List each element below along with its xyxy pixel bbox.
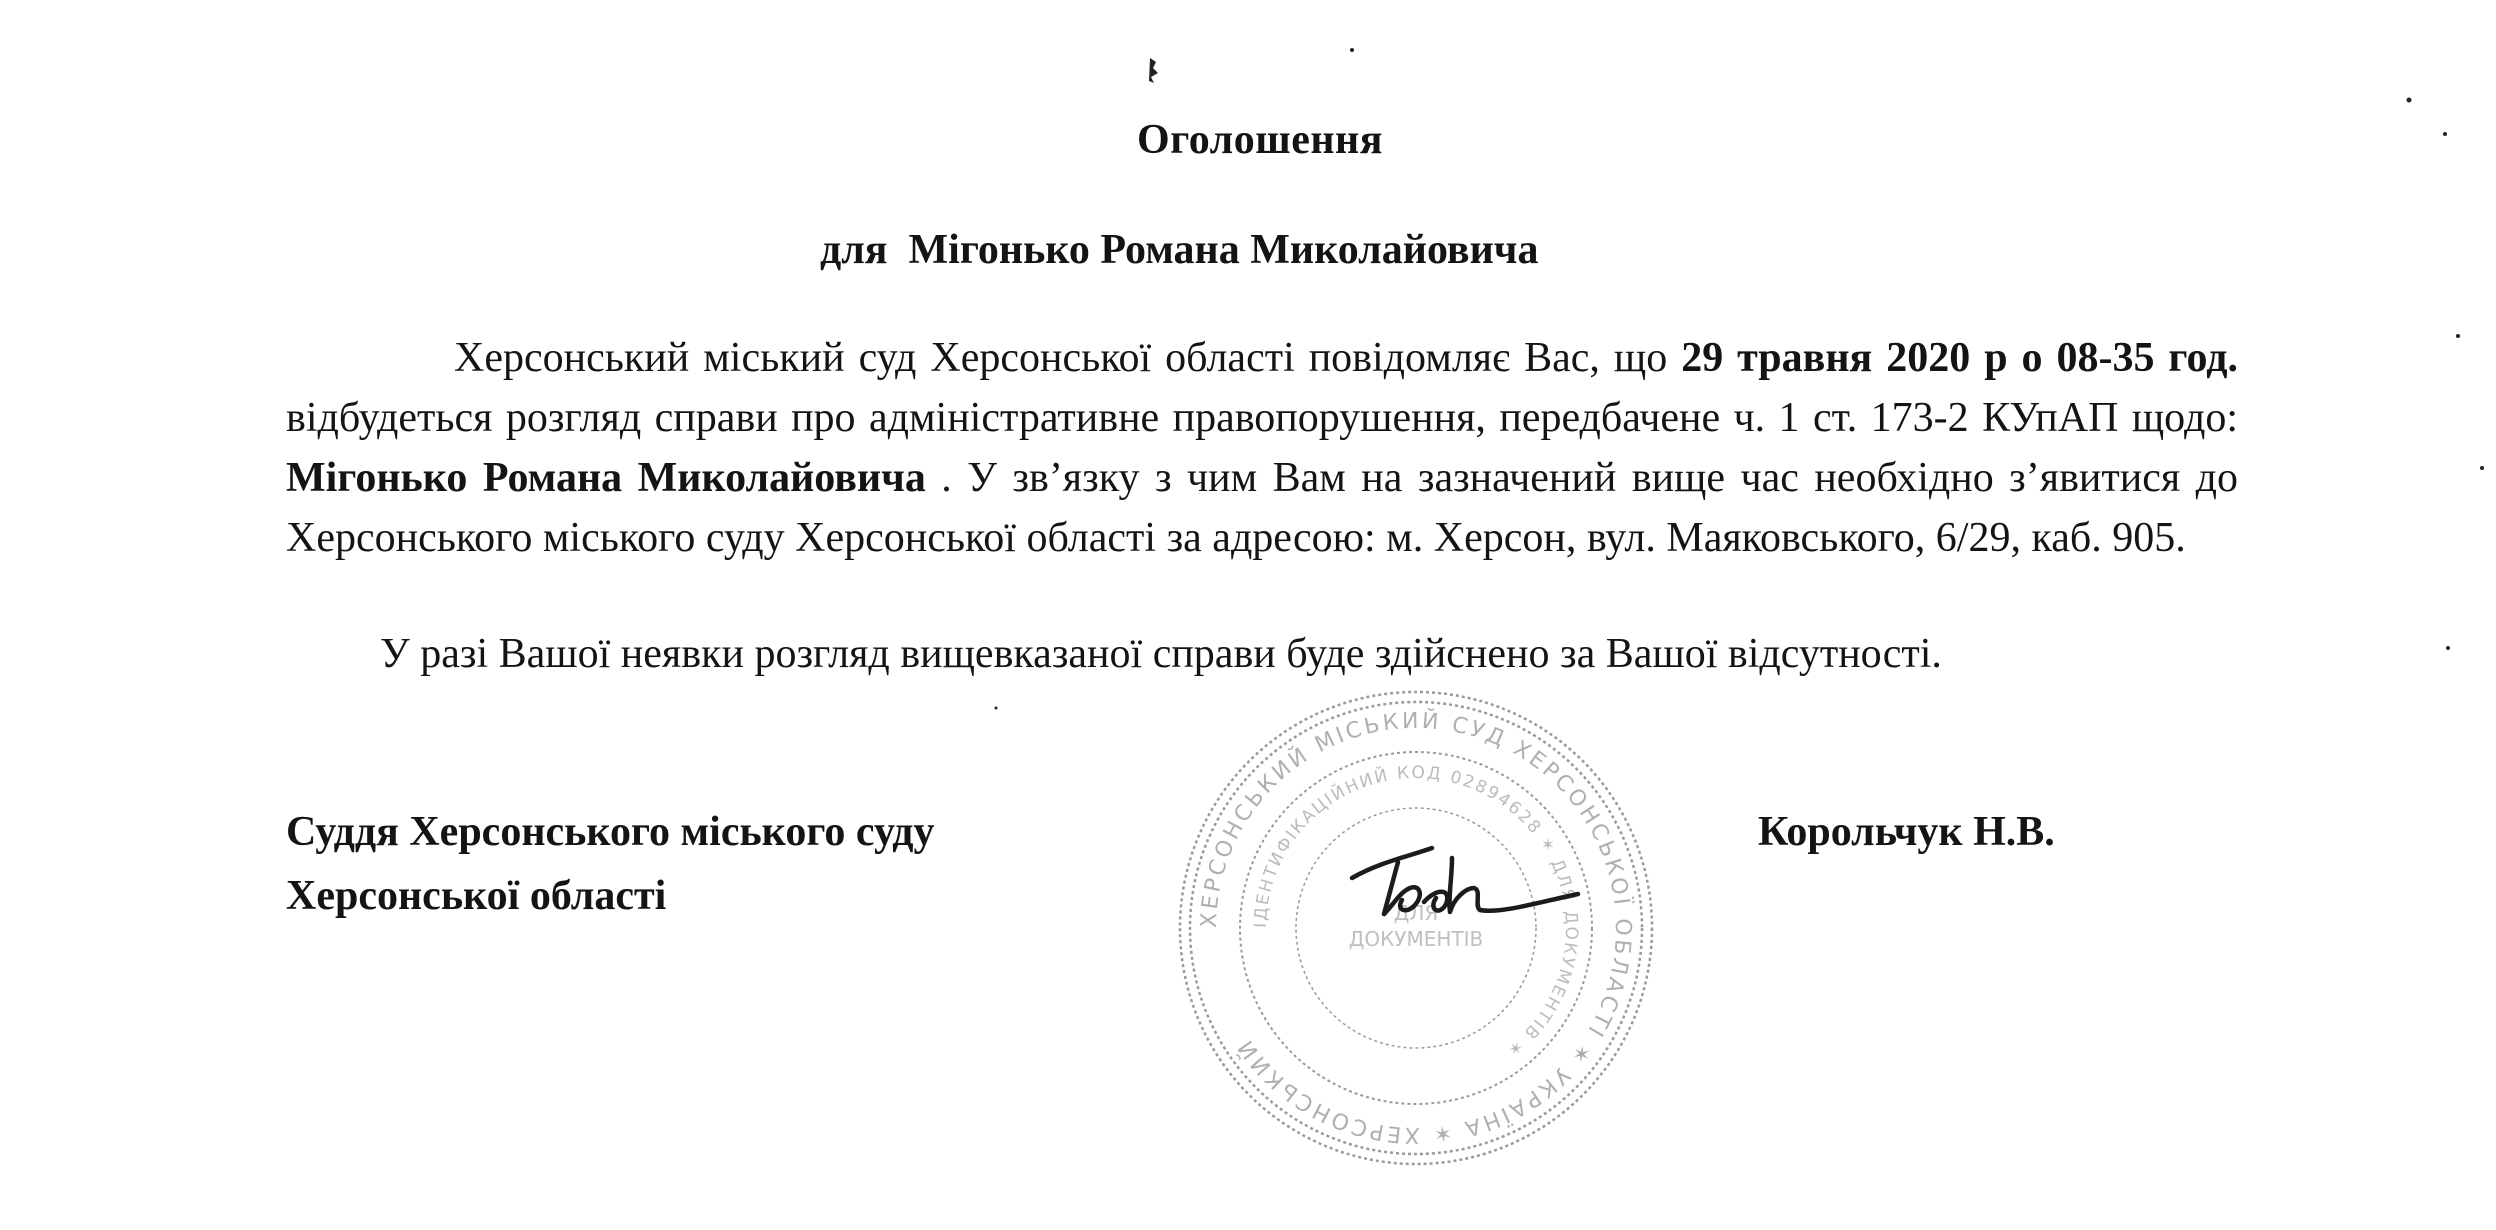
defendant-name: Мігонько Романа Миколайовича	[286, 455, 926, 501]
svg-text:ХЕРСОНСЬКИЙ МІСЬКИЙ СУД ХЕРСОН: ХЕРСОНСЬКИЙ МІСЬКИЙ СУД ХЕРСОНСЬКОЇ ОБЛАСТІ ✶ УКРАЇНА ✶ ХЕРСОНСЬКИЙ	[1196, 708, 1636, 1148]
judge-position	[286, 800, 935, 928]
judge-signature	[1340, 818, 1590, 928]
notice-text-part-2: відбудеться розгляд справи про адміністративне правопорушення, передбачене ч. 1 ст. 173-2 КУпАП щодо:	[286, 395, 2238, 441]
notice-text-part-1: Херсонський міський суд Херсонської області повідомляє Вас, що	[454, 335, 1682, 381]
document-title: Оголошення	[1137, 117, 1383, 163]
notice-paragraph-1	[286, 328, 2238, 568]
svg-text:ІДЕНТИФІКАЦІЙНИЙ КОД 02894628: ІДЕНТИФІКАЦІЙНИЙ КОД 02894628 ✶ ДЛЯ ДОКУМЕНТІВ ✶	[1250, 762, 1582, 1061]
svg-text:ДЛЯ: ДЛЯ	[1393, 901, 1439, 925]
notice-text-part-3: . У зв’язку з чим Вам на зазначений вище час необхідно з’явитися до Херсонського міського суду Херсонської області за адресою: м. Херсон, вул. Маяковського, 6/29, каб. 905.	[286, 455, 2238, 561]
judge-position-line-1: Суддя Херсонського міського суду	[286, 809, 935, 855]
svg-text:ДОКУМЕНТІВ: ДОКУМЕНТІВ	[1348, 927, 1484, 951]
judge-position-line-2: Херсонської області	[286, 873, 667, 919]
court-stamp	[1168, 680, 1664, 1176]
notice-paragraph-2: У разі Вашої неявки розгляд вищевказаної справи буде здійснено за Вашої відсутності.	[380, 631, 1942, 677]
scan-speck-mark-top	[1149, 58, 1158, 83]
document-subtitle: для Мігонько Романа Миколайовича	[820, 227, 1539, 273]
hearing-date-time: 29 травня 2020 р о 08-35 год.	[1681, 335, 2238, 381]
judge-name: Корольчук Н.В.	[1758, 809, 2055, 855]
